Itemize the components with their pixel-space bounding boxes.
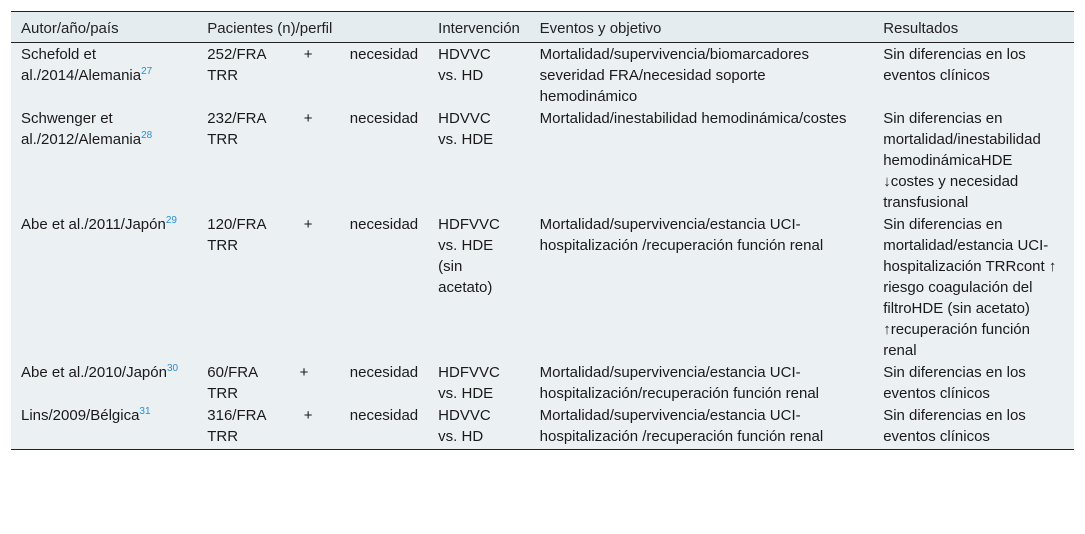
patients-line: 316/FRA + necesidad (207, 407, 419, 424)
cell-intervention: HDVVC vs. HDE (438, 110, 494, 148)
cell-author: Abe et al./2011/Japón$^{29}$ (21, 215, 177, 233)
cell-patients: 252/FRA + necesidad TRR (207, 46, 419, 84)
cell-results: Sin diferencias en los eventos clínicos (883, 364, 1026, 402)
cell-intervention: HDVVC vs. HD (428, 404, 530, 450)
cell-patients: 232/FRA + necesidad TRR (207, 110, 419, 148)
cell-author: Schwenger et al./2012/Alemania$^{28}$ (21, 110, 153, 148)
cell-events: Mortalidad/supervivencia/estancia UCI-hospitalización /recuperación función renal (530, 404, 874, 450)
cell-author: Schefold et al./2014/Alemania$^{27}$ (21, 46, 153, 84)
studies-table-container (11, 11, 1074, 450)
table-body (11, 43, 1074, 450)
reference-link[interactable]: 28 (141, 130, 153, 141)
cell-events: Mortalidad/inestabilidad hemodinámica/costes (539, 110, 847, 127)
patients-line: 60/FRA + necesidad (207, 364, 419, 381)
cell-intervention: HDVVC vs. HD (438, 46, 491, 84)
table-row (11, 107, 1074, 213)
header-patients: Pacientes (n)/perfil (197, 12, 428, 43)
cell-events: Mortalidad/supervivencia/biomarcadores severidad FRA/necesidad soporte hemodinámico (539, 46, 809, 105)
cell-patients: 60/FRA + necesidad TRR (207, 364, 419, 402)
cell-patients: 316/FRA + necesidad TRR (197, 404, 428, 450)
patients-line: 252/FRA + necesidad (207, 46, 419, 63)
reference-link[interactable]: 30 (166, 363, 179, 374)
cell-author: Lins/2009/Bélgica$^{31}$ (11, 404, 197, 450)
header-intervention: Intervención (428, 12, 530, 43)
studies-table (11, 11, 1074, 450)
table-row (11, 361, 1074, 404)
cell-results: Sin diferencias en mortalidad/estancia UCI-hospitalización TRRcont ↑ riesgo coagulación del filtroHDE (sin acetato) ↑recuperación función renal (883, 216, 1057, 359)
patients-line: 120/FRA + necesidad (207, 216, 419, 233)
cell-intervention: HDFVVC vs. HDE (sin acetato) (438, 216, 500, 296)
cell-events: Mortalidad/supervivencia/estancia UCI-hospitalización/recuperación función renal (539, 364, 819, 402)
cell-results: Sin diferencias en los eventos clínicos (873, 404, 1074, 450)
cell-results: Sin diferencias en los eventos clínicos (883, 46, 1026, 84)
table-header (11, 12, 1074, 43)
table-row (11, 213, 1074, 361)
cell-patients: 120/FRA + necesidad TRR (207, 216, 419, 254)
header-author: Autor/año/país (11, 12, 197, 43)
cell-intervention: HDFVVC vs. HDE (438, 364, 500, 402)
cell-author: Abe et al./2010/Japón$^{30}$ (21, 363, 179, 381)
reference-link[interactable]: 29 (165, 215, 177, 226)
reference-link[interactable]: 27 (141, 66, 153, 77)
table-row (11, 404, 1074, 450)
patients-line: 232/FRA + necesidad (207, 110, 419, 127)
header-row (11, 12, 1074, 43)
cell-results: Sin diferencias en mortalidad/inestabilidad hemodinámicaHDE ↓costes y necesidad transfusional (883, 110, 1041, 211)
header-results: Resultados (873, 12, 1074, 43)
reference-link[interactable]: 31 (139, 406, 151, 417)
table-row (11, 43, 1074, 108)
header-events: Eventos y objetivo (530, 12, 874, 43)
cell-events: Mortalidad/supervivencia/estancia UCI-hospitalización /recuperación función renal (539, 216, 824, 254)
